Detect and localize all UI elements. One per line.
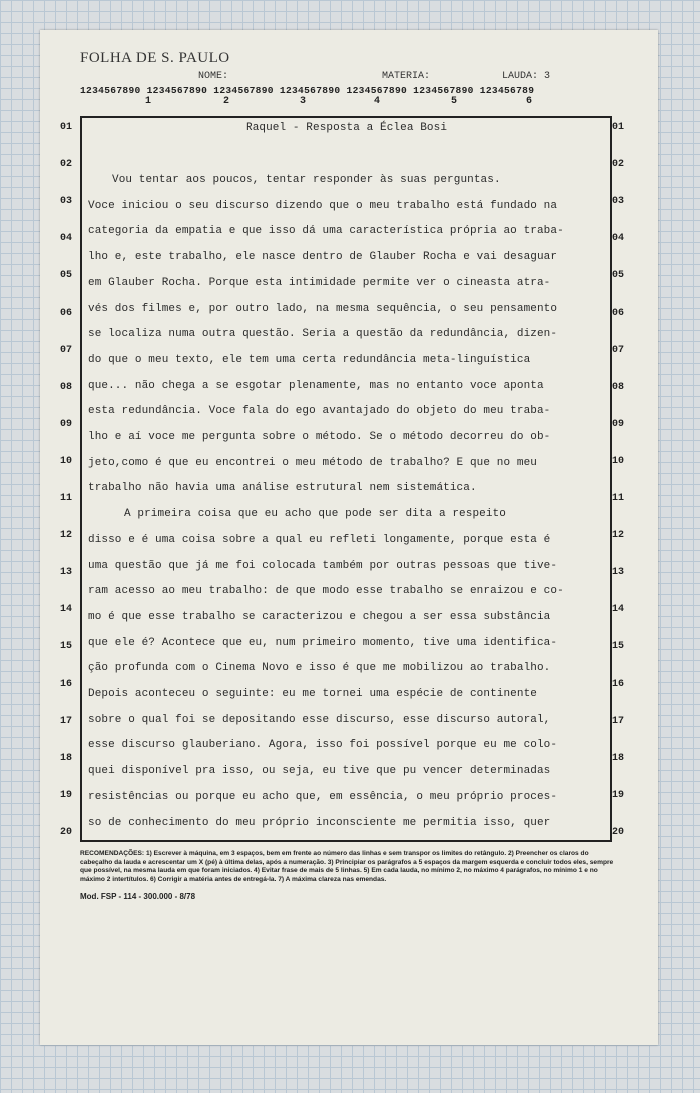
ruler-number: 1	[145, 96, 152, 107]
line-number-right: 02	[612, 159, 625, 171]
typewriter-sheet	[40, 30, 658, 1045]
typed-line: que ele é? Acontece que eu, num primeiro momento, tive uma identifica-	[88, 636, 558, 649]
ruler-number: 2	[223, 96, 230, 107]
line-number-left: 05	[60, 270, 73, 282]
typed-line: que... não chega a se esgotar plenamente, mas no entanto voce aponta	[88, 379, 544, 392]
line-number-right: 20	[612, 826, 625, 838]
typed-line: uma questão que já me foi colocada também por outras pessoas que tive-	[88, 559, 558, 572]
typed-line: trabalho não havia uma análise estrutural nem sistemática.	[88, 482, 477, 495]
line-number-right: 17	[612, 715, 625, 727]
recommendations-text: RECOMENDAÇÕES: 1) Escrever à máquina, em 3 espaços, bem em frente ao número das linhas e sem transpor os limites do retângulo. 2) Preencher os claros do cabeçalho da lauda e acrescentar um X (pé) à última delas, após a numeração. 3) Principiar os parágrafos a 5 espaços da margem esquerda e concluir todos eles, sempre que possível, na mesma lauda em que foram iniciados. 4) Evitar frase de mais de 5 linhas. 5) Em cada lauda, no mínimo 2, no máximo 4 parágrafos, no mínimo 1 e no máximo 2 intertítulos. 6) Corrigir a matéria antes de entregá-la. 7) A máxima clareza nas emendas.	[80, 850, 614, 883]
line-number-right: 12	[612, 530, 625, 542]
line-number-left: 18	[60, 752, 73, 764]
typed-line: sobre o qual foi se depositando esse discurso, esse discurso autoral,	[88, 713, 551, 726]
typed-line: Voce iniciou o seu discurso dizendo que o meu trabalho está fundado na	[88, 199, 558, 212]
typed-line: Depois aconteceu o seguinte: eu me tornei uma espécie de continente	[88, 688, 537, 700]
line-number-right: 04	[612, 233, 625, 245]
typed-line: esta redundância. Voce fala do ego avantajado do objeto do meu traba-	[88, 405, 551, 418]
line-number-left: 12	[60, 530, 73, 542]
line-number-right: 18	[612, 752, 625, 764]
typed-line: se localiza numa outra questão. Seria a questão da redundância, dizen-	[88, 328, 558, 341]
typed-line: Vou tentar aos poucos, tentar responder às suas perguntas.	[112, 174, 501, 186]
typed-line: A primeira coisa que eu acho que pode ser dita a respeito	[124, 508, 506, 521]
typed-line: mo é que esse trabalho se caracterizou e chegou a ser essa substância	[88, 610, 551, 623]
line-number-right: 07	[612, 344, 625, 356]
line-number-right: 13	[612, 567, 625, 579]
typed-line: quei disponível pra isso, ou seja, eu tive que pu vencer determinadas	[88, 765, 551, 778]
line-number-left: 09	[60, 418, 73, 430]
lauda-label: LAUDA: 3	[502, 71, 551, 82]
line-number-right: 05	[612, 270, 625, 282]
typed-line: disso e é uma coisa sobre a qual eu refleti longamente, porque esta é	[88, 533, 551, 546]
line-number-left: 15	[60, 641, 73, 653]
typed-line: lho e, este trabalho, ele nasce dentro de Glauber Rocha e vai desaguar	[88, 251, 558, 264]
line-number-left: 17	[60, 715, 73, 727]
line-number-left: 20	[60, 826, 73, 838]
document-title: Raquel - Resposta a Éclea Bosi	[246, 122, 448, 134]
line-number-left: 06	[60, 307, 73, 319]
nome-label: NOME:	[198, 71, 229, 82]
typed-line: em Glauber Rocha. Porque esta intimidade permite ver o cineasta atra-	[88, 276, 551, 289]
line-number-left: 10	[60, 455, 73, 467]
typed-line: ção profunda com o Cinema Novo e isso é que me mobilizou ao trabalho.	[88, 662, 551, 675]
line-number-right: 11	[612, 493, 625, 504]
typed-line: categoria da empatia e que isso dá uma característica própria ao traba-	[88, 225, 564, 238]
line-number-right: 15	[612, 641, 625, 653]
line-number-right: 08	[612, 381, 625, 393]
line-number-left: 01	[60, 122, 73, 133]
materia-label: MATERIA:	[382, 71, 431, 82]
typed-line: ram acesso ao meu trabalho: de que modo esse trabalho se enraizou e co-	[88, 585, 564, 598]
form-code: Mod. FSP - 114 - 300.000 - 8/78	[80, 892, 196, 901]
ruler-number: 3	[300, 96, 307, 107]
typed-line: do que o meu texto, ele tem uma certa redundância meta-linguística	[88, 353, 531, 366]
line-number-right: 09	[612, 418, 625, 430]
line-number-left: 04	[60, 233, 73, 245]
line-number-left: 02	[60, 159, 73, 171]
ruler-number: 5	[451, 96, 458, 107]
ruler-number: 4	[374, 96, 381, 107]
line-number-left: 11	[60, 493, 73, 504]
line-number-left: 19	[60, 789, 73, 801]
typed-line: vés dos filmes e, por outro lado, na mesma sequência, o seu pensamento	[88, 302, 558, 315]
line-number-right: 14	[612, 604, 625, 616]
line-number-right: 19	[612, 789, 625, 801]
ruler-number: 6	[526, 96, 533, 107]
line-number-right: 03	[612, 196, 625, 208]
line-number-left: 14	[60, 604, 73, 616]
line-number-left: 03	[60, 196, 73, 208]
line-number-left: 08	[60, 381, 73, 393]
line-number-left: 13	[60, 567, 73, 579]
typed-line: so de conhecimento do meu próprio inconsciente me permitia isso, quer	[88, 816, 551, 829]
typed-line: esse discurso glauberiano. Agora, isso foi possível porque eu me colo-	[88, 739, 558, 752]
newspaper-masthead: FOLHA DE S. PAULO	[80, 50, 230, 66]
line-number-right: 06	[612, 307, 625, 319]
line-number-left: 07	[60, 344, 73, 356]
line-number-right: 16	[612, 678, 625, 690]
character-ruler: 1234567890 1234567890 1234567890 1234567890 1234567890 1234567890 123456789	[80, 85, 535, 96]
line-number-left: 16	[60, 678, 73, 690]
typed-line: jeto,como é que eu encontrei o meu método de trabalho? E que no meu	[88, 456, 537, 469]
typed-line: resistências ou porque eu acho que, em essência, o meu próprio proces-	[88, 790, 558, 803]
line-number-right: 10	[612, 455, 625, 467]
typed-line: lho e aí voce me pergunta sobre o método. Se o método decorreu do ob-	[88, 431, 551, 443]
line-number-right: 01	[612, 122, 625, 133]
